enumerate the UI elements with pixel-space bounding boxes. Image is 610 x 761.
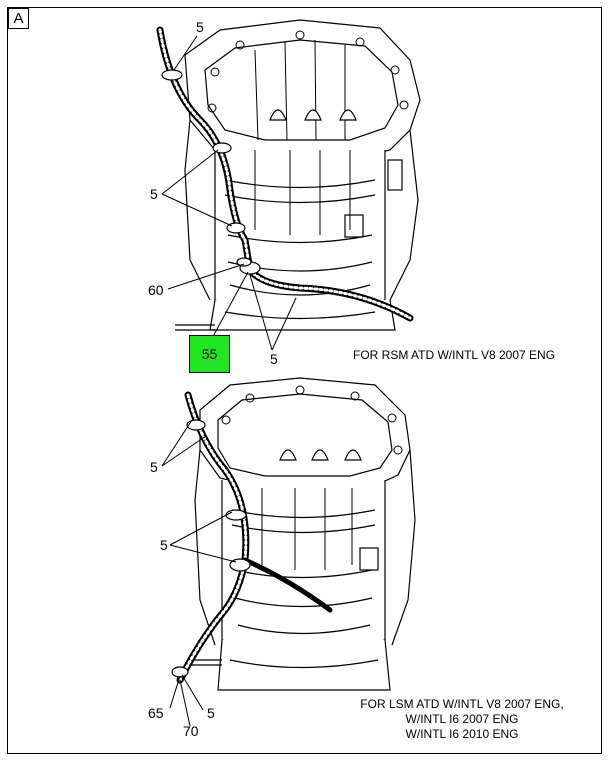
panel-letter: A	[8, 8, 29, 29]
upper-case-right-edge	[390, 130, 418, 300]
upper-extension	[210, 300, 395, 330]
lower-case-left-edge	[195, 450, 215, 645]
callout-item-60: 60	[148, 282, 164, 298]
lower-view-caption	[352, 697, 572, 742]
callout-item-55-highlight: 55	[189, 335, 230, 373]
upper-view-caption: FOR RSM ATD W/INTL V8 2007 ENG	[353, 348, 556, 362]
callout-item-65: 65	[148, 705, 164, 721]
callout-upper-bottom: 5	[270, 351, 278, 367]
upper-bell-flange	[185, 20, 420, 160]
lower-caption-line-3: W/INTL I6 2010 ENG	[405, 727, 519, 741]
callout-lower-item-5: 5	[207, 705, 215, 721]
upper-transmission	[175, 20, 420, 330]
lower-extension	[218, 640, 390, 690]
lower-case-right-edge	[392, 450, 415, 645]
callout-lower-middle-pair: 5	[160, 537, 168, 553]
lower-transmission	[190, 378, 415, 690]
callout-upper-top: 5	[196, 19, 204, 35]
lower-caption-line-2: W/INTL I6 2007 ENG	[405, 712, 519, 726]
callout-item-70: 70	[183, 723, 199, 739]
upper-right-fitting-2	[388, 160, 402, 190]
lower-caption-line-1: FOR LSM ATD W/INTL V8 2007 ENG,	[360, 697, 564, 711]
callout-lower-upper-pair: 5	[150, 459, 158, 475]
callout-upper-left-pair: 5	[150, 186, 158, 202]
